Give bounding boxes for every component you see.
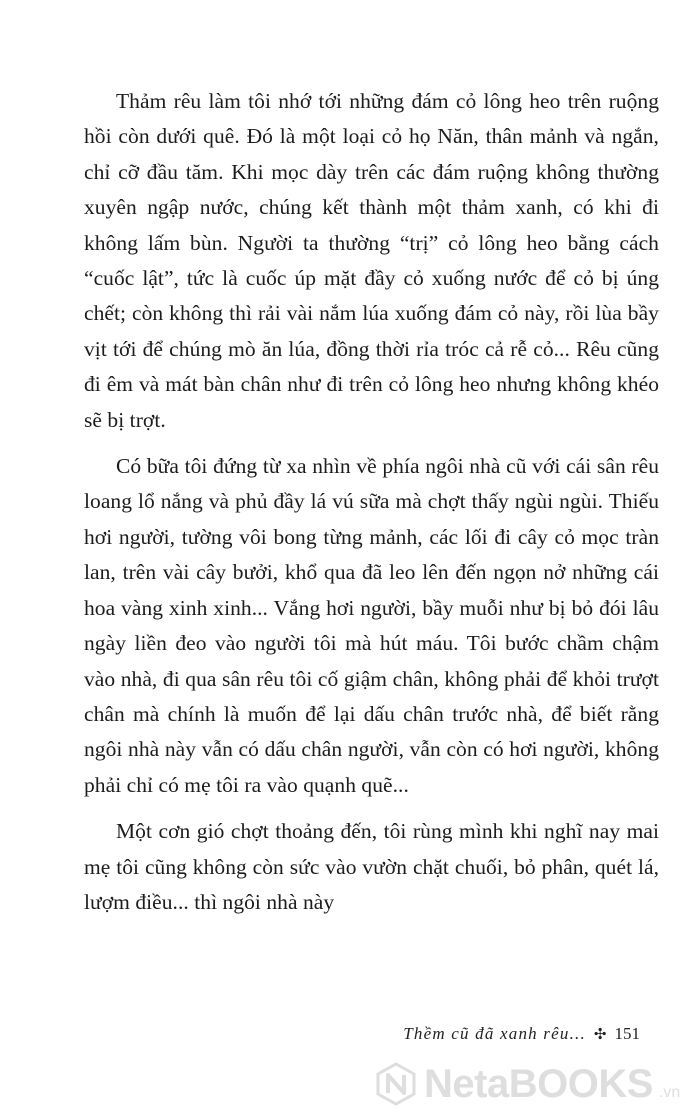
paragraph-3: Một cơn gió chợt thoảng đến, tôi rùng mình khi nghĩ nay mai mẹ tôi cũng không còn sức vào vườn chặt chuối, bỏ phân, quét lá, lượm điều... thì ngôi nhà này: [84, 819, 659, 914]
paragraph-2: Có bữa tôi đứng từ xa nhìn về phía ngôi nhà cũ với cái sân rêu loang lổ nắng và phủ đầy lá vú sữa mà chợt thấy ngùi ngùi. Thiếu hơi người, tường vôi bong từng mảnh, các lối đi cây cỏ mọc tràn lan, trên vài cây bưởi, khổ qua đã leo lên đến ngọn nở những cái hoa vàng xinh xinh... Vắng hơi người, bầy muỗi như bị bỏ đói lâu ngày liền đeo vào người tôi mà hút máu. Tôi bước chầm chậm vào nhà, đi qua sân rêu tôi cố giậm chân, không phải để khỏi trượt chân mà chính là muốn để lại dấu chân trước nhà, để biết rằng ngôi nhà này vẫn có dấu chân người, vẫn còn có hơi người, không phải chỉ có mẹ tôi ra vào quạnh quẽ...: [84, 454, 659, 797]
body-text: [84, 84, 659, 931]
paragraph-1: Thảm rêu làm tôi nhớ tới những đám cỏ lông heo trên ruộng hồi còn dưới quê. Đó là một loại cỏ họ Năn, thân mảnh và ngắn, chỉ cỡ đầu tăm. Khi mọc dày trên các đám ruộng không thường xuyên ngập nước, chúng kết thành một thảm xanh, có khi đi không lấm bùn. Người ta thường “trị” cỏ lông heo bằng cách “cuốc lật”, tức là cuốc úp mặt đầy cỏ xuống nước để cỏ bị úng chết; còn không thì rải vài nắm lúa xuống đám cỏ này, rồi lùa bầy vịt tới để chúng mò ăn lúa, đồng thời rỉa tróc cả rễ cỏ... Rêu cũng đi êm và mát bàn chân như đi trên cỏ lông heo nhưng không khéo sẽ bị trợt.: [84, 89, 659, 432]
neta-logo-icon: [374, 1062, 418, 1106]
watermark: [374, 1062, 680, 1106]
watermark-suffix: .vn: [658, 1084, 681, 1101]
running-head: Thềm cũ đã xanh rêu...: [403, 1024, 586, 1043]
page-number: 151: [614, 1024, 640, 1043]
ornament-icon: ✣: [593, 1026, 607, 1043]
watermark-text: NetaBOOKS: [424, 1062, 653, 1106]
page-footer: [403, 1024, 640, 1044]
